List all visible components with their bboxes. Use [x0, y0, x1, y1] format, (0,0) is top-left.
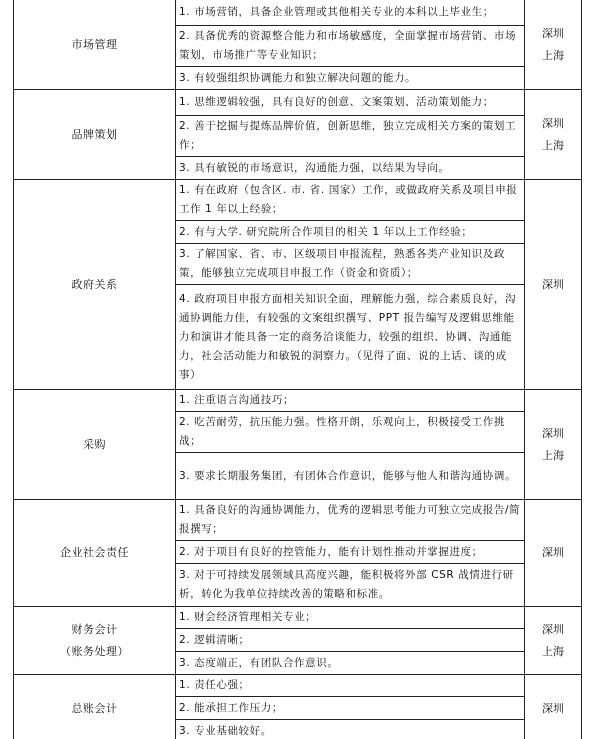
position-name: 市场管理 [71, 37, 118, 51]
position-cell [14, 500, 176, 607]
location-name: 深圳 [542, 426, 564, 440]
position-name: 品牌策划 [71, 127, 118, 141]
table-row [14, 390, 582, 412]
location-name: 深圳 [542, 701, 564, 715]
location-cell [525, 500, 582, 607]
requirement-cell: 1. 市场营销，具备企业管理或其他相关专业的本科以上毕业生； [176, 0, 525, 26]
location-cell [525, 0, 582, 90]
position-cell [14, 90, 176, 180]
requirement-cell: 1. 财会经济管理相关专业； [176, 607, 525, 629]
location-name: 深圳 [542, 277, 564, 291]
table-row [14, 0, 582, 26]
location-name: 上海 [542, 644, 564, 658]
requirement-cell: 3. 了解国家、省、市、区级项目申报流程，熟悉各类产业知识及政策，能够独立完成项目申报工作（资金和资质）； [176, 244, 525, 285]
position-name: 政府关系 [71, 277, 118, 291]
requirement-cell: 1. 注重语言沟通技巧； [176, 390, 525, 412]
location-cell [525, 90, 582, 180]
requirement-cell: 2. 逻辑清晰； [176, 629, 525, 652]
requirement-cell: 2. 有与大学. 研究院所合作项目的相关 1 年以上工作经验； [176, 221, 525, 244]
requirement-cell: 2. 对于项目有良好的控管能力，能有计划性推动并掌握进度； [176, 541, 525, 564]
location-name: 深圳 [542, 116, 564, 130]
requirement-cell: 2. 具备优秀的资源整合能力和市场敏感度，全面掌握市场营销、市场策划，市场推广等专业知识； [176, 26, 525, 67]
table-row [14, 607, 582, 629]
position-cell [14, 0, 176, 90]
requirement-cell: 3. 要求长期服务集团，有团体合作意识，能够与他人和谐沟通协调。 [176, 453, 525, 500]
requirement-cell: 2. 吃苦耐劳，抗压能力强。性格开朗，乐观向上，积极接受工作挑战； [176, 412, 525, 453]
requirement-cell: 3. 专业基础较好。 [176, 720, 525, 739]
requirement-cell: 3. 态度端正，有团队合作意识。 [176, 652, 525, 675]
location-cell [525, 607, 582, 675]
location-name: 上海 [542, 48, 564, 62]
location-name: 深圳 [542, 546, 564, 559]
location-name: 上海 [542, 138, 564, 152]
requirement-cell: 1. 有在政府（包含区. 市. 省. 国家）工作，或做政府关系及项目申报工作 1 年以上经验； [176, 180, 525, 221]
requirement-cell: 2. 善于挖掘与提炼品牌价值，创新思维，独立完成相关方案的策划工作； [176, 116, 525, 157]
location-name: 深圳 [542, 26, 564, 40]
position-note: （账务处理） [60, 644, 129, 658]
position-name: 财务会计 [71, 622, 118, 636]
location-name: 上海 [542, 448, 564, 462]
location-cell [525, 180, 582, 390]
location-cell [525, 390, 582, 500]
table-row [14, 500, 582, 541]
position-cell [14, 675, 176, 739]
table-row [14, 90, 582, 116]
position-cell [14, 607, 176, 675]
requirement-cell: 2. 能承担工作压力； [176, 697, 525, 720]
requirement-cell: 4. 政府项目申报方面相关知识全面，理解能力强，综合素质良好，沟通协调能力佳，有较强的文案组织撰写、PPT 报告编写及逻辑思维能力和演讲才能具备一定的商务洽谈能力，较强的组织、协调、沟通能力，社会活动能力和敏锐的洞察力。（见得了面、说的上话、谈的成事） [176, 285, 525, 390]
requirement-cell: 3. 有较强组织协调能力和独立解决问题的能力。 [176, 67, 525, 90]
position-cell [14, 390, 176, 500]
table-row [14, 675, 582, 697]
requirement-cell: 3. 对于可持续发展领域具高度兴趣，能积极将外部 CSR 战情进行研析，转化为我单位持续改善的策略和标准。 [176, 564, 525, 607]
position-name: 采购 [83, 437, 106, 451]
table-row [14, 180, 582, 221]
requirement-cell: 1. 责任心强； [176, 675, 525, 697]
location-name: 深圳 [542, 622, 564, 636]
position-name: 总账会计 [71, 701, 118, 715]
requirement-cell: 1. 具备良好的沟通协调能力，优秀的逻辑思考能力可独立完成报告/简报撰写； [176, 500, 525, 541]
position-cell [14, 180, 176, 390]
position-name: 企业社会责任 [60, 546, 129, 559]
job-requirements-table [13, 0, 582, 739]
location-cell [525, 675, 582, 739]
requirement-cell: 3. 具有敏锐的市场意识，沟通能力强，以结果为导向。 [176, 157, 525, 180]
requirement-cell: 1. 思维逻辑较强，具有良好的创意、文案策划、活动策划能力； [176, 90, 525, 116]
